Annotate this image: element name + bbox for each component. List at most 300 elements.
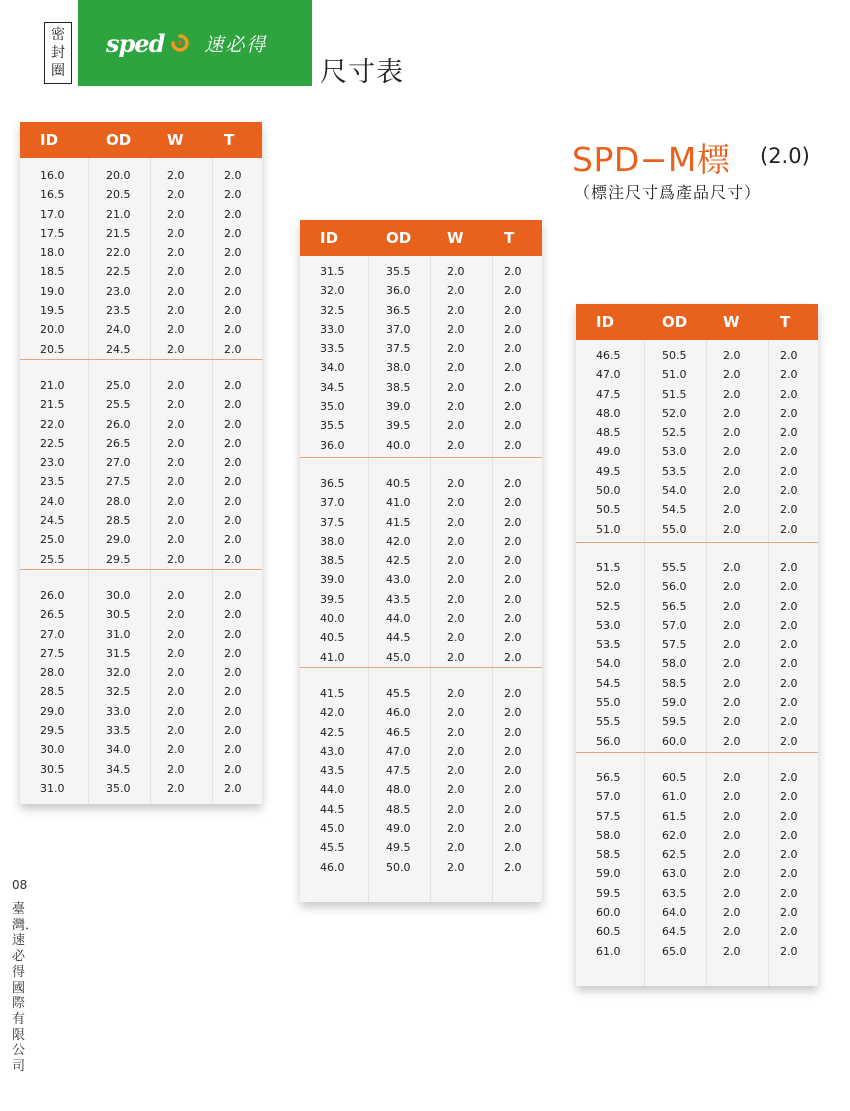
- od-cell: 47.5: [386, 764, 411, 778]
- t-cell: 2.0: [780, 886, 798, 900]
- t-cell: 2.0: [224, 436, 242, 450]
- od-cell: 35.5: [386, 265, 411, 278]
- table-row: [300, 819, 542, 838]
- size-table-1: [20, 122, 262, 804]
- t-cell: 2.0: [504, 841, 522, 855]
- w-cell: 2.0: [167, 685, 185, 699]
- t-cell: 2.0: [224, 379, 242, 392]
- t-cell: 2.0: [504, 265, 522, 278]
- t-cell: 2.0: [224, 417, 242, 431]
- table-row: [576, 462, 818, 481]
- id-cell: 59.0: [596, 867, 621, 881]
- table-row: [300, 590, 542, 609]
- table-row: [300, 339, 542, 358]
- w-cell: 2.0: [723, 886, 741, 900]
- od-cell: 30.0: [106, 589, 131, 602]
- table-row: [576, 423, 818, 442]
- brand-name: 速必得: [204, 33, 268, 56]
- id-cell: 20.0: [40, 323, 65, 337]
- w-cell: 2.0: [447, 725, 465, 739]
- od-cell: 59.5: [662, 715, 687, 729]
- od-cell: 34.5: [106, 762, 131, 776]
- t-cell: 2.0: [504, 342, 522, 356]
- id-cell: 50.5: [596, 503, 621, 517]
- table-row: [20, 320, 262, 339]
- id-cell: 17.5: [40, 226, 65, 240]
- table-row: [576, 616, 818, 635]
- row-group: [300, 262, 542, 455]
- id-cell: 27.0: [40, 627, 65, 641]
- w-cell: 2.0: [167, 436, 185, 450]
- w-cell: 2.0: [723, 696, 741, 710]
- od-cell: 62.5: [662, 848, 687, 862]
- t-cell: 2.0: [224, 323, 242, 337]
- t-cell: 2.0: [504, 284, 522, 298]
- table-row: [20, 586, 262, 605]
- od-cell: 64.5: [662, 925, 687, 939]
- id-cell: 38.0: [320, 534, 345, 548]
- od-cell: 48.5: [386, 802, 411, 816]
- w-cell: 2.0: [447, 496, 465, 510]
- id-cell: 33.0: [320, 322, 345, 336]
- id-cell: 54.5: [596, 676, 621, 690]
- w-cell: 2.0: [723, 848, 741, 862]
- od-cell: 44.0: [386, 612, 411, 626]
- od-cell: 35.0: [106, 781, 131, 795]
- table-row: [20, 395, 262, 414]
- table-row: [576, 903, 818, 922]
- w-cell: 2.0: [447, 342, 465, 356]
- t-cell: 2.0: [224, 533, 242, 547]
- w-cell: 2.0: [723, 464, 741, 478]
- od-cell: 21.5: [106, 226, 131, 240]
- category-char: 密: [51, 27, 65, 43]
- id-cell: 41.0: [320, 650, 345, 664]
- table-row: [576, 654, 818, 673]
- id-cell: 31.0: [40, 781, 65, 795]
- table-row: [300, 301, 542, 320]
- id-cell: 49.5: [596, 464, 621, 478]
- w-cell: 2.0: [447, 303, 465, 317]
- w-cell: 2.0: [447, 573, 465, 587]
- od-cell: 45.0: [386, 650, 411, 664]
- t-cell: 2.0: [780, 464, 798, 478]
- table-row: [20, 702, 262, 721]
- table-row: [300, 320, 542, 339]
- t-cell: 2.0: [224, 456, 242, 470]
- t-cell: 2.0: [224, 552, 242, 566]
- table-row: [576, 674, 818, 693]
- t-cell: 2.0: [780, 368, 798, 382]
- t-cell: 2.0: [780, 809, 798, 823]
- od-cell: 21.0: [106, 207, 131, 221]
- table-row: [300, 551, 542, 570]
- w-cell: 2.0: [723, 790, 741, 804]
- t-cell: 2.0: [780, 867, 798, 881]
- table-row: [300, 703, 542, 722]
- od-cell: 30.5: [106, 608, 131, 622]
- id-cell: 26.5: [40, 608, 65, 622]
- od-cell: 25.5: [106, 398, 131, 412]
- t-cell: 2.0: [224, 304, 242, 318]
- id-cell: 17.0: [40, 207, 65, 221]
- t-cell: 2.0: [224, 342, 242, 356]
- page-title: 尺寸表: [320, 57, 404, 88]
- table-row: [20, 434, 262, 453]
- id-cell: 23.0: [40, 456, 65, 470]
- id-cell: 18.5: [40, 265, 65, 279]
- table-row: [576, 768, 818, 787]
- w-cell: 2.0: [447, 284, 465, 298]
- id-cell: 16.5: [40, 188, 65, 202]
- od-cell: 33.0: [106, 704, 131, 718]
- w-cell: 2.0: [167, 762, 185, 776]
- od-cell: 38.0: [386, 361, 411, 375]
- od-cell: 42.5: [386, 554, 411, 568]
- w-cell: 2.0: [723, 349, 741, 362]
- id-cell: 42.0: [320, 706, 345, 720]
- column-header-od: OD: [662, 313, 688, 331]
- w-cell: 2.0: [167, 188, 185, 202]
- id-cell: 21.0: [40, 379, 65, 392]
- table-row: [300, 493, 542, 512]
- w-cell: 2.0: [723, 618, 741, 632]
- t-cell: 2.0: [780, 426, 798, 440]
- group-separator: [20, 569, 262, 570]
- id-cell: 40.5: [320, 631, 345, 645]
- swirl-icon: [170, 33, 190, 53]
- w-cell: 2.0: [447, 841, 465, 855]
- od-cell: 60.0: [662, 734, 687, 748]
- table-row: [300, 628, 542, 647]
- od-cell: 61.5: [662, 809, 687, 823]
- t-cell: 2.0: [780, 618, 798, 632]
- od-cell: 26.0: [106, 417, 131, 431]
- table-row: [300, 800, 542, 819]
- od-cell: 46.5: [386, 725, 411, 739]
- w-cell: 2.0: [723, 406, 741, 420]
- table-row: [300, 570, 542, 589]
- id-cell: 30.0: [40, 743, 65, 757]
- od-cell: 29.0: [106, 533, 131, 547]
- w-cell: 2.0: [167, 323, 185, 337]
- table-row: [576, 404, 818, 423]
- table-row: [20, 663, 262, 682]
- od-cell: 51.5: [662, 387, 687, 401]
- w-cell: 2.0: [723, 906, 741, 920]
- id-cell: 29.5: [40, 724, 65, 738]
- id-cell: 28.0: [40, 666, 65, 680]
- id-cell: 37.0: [320, 496, 345, 510]
- od-cell: 53.0: [662, 445, 687, 459]
- t-cell: 2.0: [504, 612, 522, 626]
- table-row: [300, 358, 542, 377]
- id-cell: 48.0: [596, 406, 621, 420]
- od-cell: 32.5: [106, 685, 131, 699]
- row-group: [300, 684, 542, 877]
- od-cell: 56.5: [662, 599, 687, 613]
- table-row: [20, 282, 262, 301]
- id-cell: 56.5: [596, 771, 621, 784]
- od-cell: 52.0: [662, 406, 687, 420]
- t-cell: 2.0: [224, 398, 242, 412]
- t-cell: 2.0: [224, 627, 242, 641]
- t-cell: 2.0: [780, 790, 798, 804]
- w-cell: 2.0: [723, 676, 741, 690]
- id-cell: 60.5: [596, 925, 621, 939]
- t-cell: 2.0: [504, 477, 522, 490]
- t-cell: 2.0: [780, 848, 798, 862]
- w-cell: 2.0: [167, 246, 185, 260]
- w-cell: 2.0: [723, 445, 741, 459]
- t-cell: 2.0: [504, 650, 522, 664]
- table-row: [300, 416, 542, 435]
- table-row: [20, 530, 262, 549]
- table-row: [576, 922, 818, 941]
- w-cell: 2.0: [167, 533, 185, 547]
- table-row: [576, 481, 818, 500]
- id-cell: 40.0: [320, 612, 345, 626]
- group-separator: [300, 667, 542, 668]
- id-cell: 59.5: [596, 886, 621, 900]
- w-cell: 2.0: [167, 342, 185, 356]
- id-cell: 44.5: [320, 802, 345, 816]
- id-cell: 36.5: [320, 477, 345, 490]
- column-header-w: W: [447, 229, 464, 247]
- od-cell: 28.0: [106, 494, 131, 508]
- od-cell: 52.5: [662, 426, 687, 440]
- id-cell: 43.0: [320, 744, 345, 758]
- w-cell: 2.0: [167, 494, 185, 508]
- od-cell: 54.5: [662, 503, 687, 517]
- od-cell: 49.5: [386, 841, 411, 855]
- column-header-id: ID: [596, 313, 615, 331]
- w-cell: 2.0: [167, 608, 185, 622]
- id-cell: 51.5: [596, 561, 621, 574]
- id-cell: 36.0: [320, 438, 345, 452]
- t-cell: 2.0: [780, 828, 798, 842]
- od-cell: 53.5: [662, 464, 687, 478]
- w-cell: 2.0: [723, 734, 741, 748]
- w-cell: 2.0: [723, 925, 741, 939]
- od-cell: 39.5: [386, 419, 411, 433]
- od-cell: 61.0: [662, 790, 687, 804]
- t-cell: 2.0: [224, 246, 242, 260]
- t-cell: 2.0: [780, 599, 798, 613]
- column-header-od: OD: [386, 229, 412, 247]
- id-cell: 51.0: [596, 522, 621, 536]
- t-cell: 2.0: [780, 561, 798, 574]
- table-header: [20, 122, 262, 158]
- od-cell: 31.5: [106, 646, 131, 660]
- od-cell: 58.0: [662, 657, 687, 671]
- w-cell: 2.0: [447, 592, 465, 606]
- w-cell: 2.0: [723, 715, 741, 729]
- table-row: [576, 520, 818, 539]
- w-cell: 2.0: [447, 687, 465, 700]
- t-cell: 2.0: [504, 303, 522, 317]
- od-cell: 37.0: [386, 322, 411, 336]
- id-cell: 58.5: [596, 848, 621, 862]
- w-cell: 2.0: [167, 724, 185, 738]
- table-row: [20, 511, 262, 530]
- od-cell: 57.0: [662, 618, 687, 632]
- table-row: [300, 684, 542, 703]
- od-cell: 22.0: [106, 246, 131, 260]
- table-row: [300, 858, 542, 877]
- t-cell: 2.0: [504, 515, 522, 529]
- w-cell: 2.0: [447, 822, 465, 836]
- id-cell: 49.0: [596, 445, 621, 459]
- w-cell: 2.0: [447, 860, 465, 874]
- w-cell: 2.0: [723, 484, 741, 498]
- t-cell: 2.0: [504, 419, 522, 433]
- brand-logo: sped: [106, 28, 165, 58]
- od-cell: 26.5: [106, 436, 131, 450]
- table-row: [300, 761, 542, 780]
- table-row: [576, 635, 818, 654]
- table-row: [576, 442, 818, 461]
- id-cell: 39.0: [320, 573, 345, 587]
- t-cell: 2.0: [780, 484, 798, 498]
- od-cell: 31.0: [106, 627, 131, 641]
- w-cell: 2.0: [723, 944, 741, 958]
- od-cell: 48.0: [386, 783, 411, 797]
- w-cell: 2.0: [447, 380, 465, 394]
- w-cell: 2.0: [167, 226, 185, 240]
- t-cell: 2.0: [504, 534, 522, 548]
- w-cell: 2.0: [167, 207, 185, 221]
- id-cell: 57.5: [596, 809, 621, 823]
- row-group: [576, 768, 818, 961]
- t-cell: 2.0: [780, 638, 798, 652]
- table-row: [20, 224, 262, 243]
- table-row: [20, 721, 262, 740]
- t-cell: 2.0: [780, 657, 798, 671]
- t-cell: 2.0: [504, 573, 522, 587]
- od-cell: 54.0: [662, 484, 687, 498]
- w-cell: 2.0: [167, 169, 185, 182]
- column-header-w: W: [167, 131, 184, 149]
- id-cell: 48.5: [596, 426, 621, 440]
- w-cell: 2.0: [447, 802, 465, 816]
- w-cell: 2.0: [723, 599, 741, 613]
- w-cell: 2.0: [167, 379, 185, 392]
- od-cell: 50.0: [386, 860, 411, 874]
- od-cell: 36.5: [386, 303, 411, 317]
- table-row: [576, 787, 818, 806]
- w-cell: 2.0: [167, 743, 185, 757]
- od-cell: 40.0: [386, 438, 411, 452]
- od-cell: 45.5: [386, 687, 411, 700]
- od-cell: 39.0: [386, 400, 411, 414]
- t-cell: 2.0: [224, 475, 242, 489]
- row-group: [576, 558, 818, 751]
- w-cell: 2.0: [447, 515, 465, 529]
- w-cell: 2.0: [167, 514, 185, 528]
- id-cell: 38.5: [320, 554, 345, 568]
- table-row: [576, 346, 818, 365]
- od-cell: 22.5: [106, 265, 131, 279]
- table-row: [20, 779, 262, 798]
- w-cell: 2.0: [447, 361, 465, 375]
- table-row: [576, 500, 818, 519]
- id-cell: 24.0: [40, 494, 65, 508]
- table-row: [576, 826, 818, 845]
- id-cell: 53.5: [596, 638, 621, 652]
- od-cell: 43.5: [386, 592, 411, 606]
- company-name: 臺灣．速必得國際有限公司: [12, 902, 39, 1075]
- table-row: [576, 577, 818, 596]
- category-label: [44, 22, 72, 84]
- t-cell: 2.0: [780, 906, 798, 920]
- column-header-t: T: [780, 313, 791, 331]
- model-size: (2.0): [760, 144, 810, 168]
- id-cell: 33.5: [320, 342, 345, 356]
- t-cell: 2.0: [224, 169, 242, 182]
- table-row: [300, 474, 542, 493]
- table-row: [300, 513, 542, 532]
- table-row: [20, 492, 262, 511]
- t-cell: 2.0: [780, 406, 798, 420]
- t-cell: 2.0: [780, 580, 798, 594]
- od-cell: 64.0: [662, 906, 687, 920]
- w-cell: 2.0: [447, 265, 465, 278]
- id-cell: 30.5: [40, 762, 65, 776]
- id-cell: 60.0: [596, 906, 621, 920]
- w-cell: 2.0: [723, 522, 741, 536]
- t-cell: 2.0: [224, 188, 242, 202]
- w-cell: 2.0: [167, 589, 185, 602]
- table-row: [576, 385, 818, 404]
- table-row: [300, 838, 542, 857]
- w-cell: 2.0: [167, 284, 185, 298]
- row-group: [20, 586, 262, 798]
- od-cell: 27.5: [106, 475, 131, 489]
- w-cell: 2.0: [167, 475, 185, 489]
- id-cell: 47.0: [596, 368, 621, 382]
- id-cell: 20.5: [40, 342, 65, 356]
- id-cell: 61.0: [596, 944, 621, 958]
- od-cell: 42.0: [386, 534, 411, 548]
- od-cell: 23.5: [106, 304, 131, 318]
- id-cell: 22.0: [40, 417, 65, 431]
- id-cell: 45.0: [320, 822, 345, 836]
- table-row: [576, 807, 818, 826]
- id-cell: 29.0: [40, 704, 65, 718]
- t-cell: 2.0: [504, 554, 522, 568]
- w-cell: 2.0: [167, 265, 185, 279]
- t-cell: 2.0: [504, 860, 522, 874]
- w-cell: 2.0: [447, 764, 465, 778]
- id-cell: 18.0: [40, 246, 65, 260]
- id-cell: 53.0: [596, 618, 621, 632]
- t-cell: 2.0: [224, 704, 242, 718]
- w-cell: 2.0: [723, 867, 741, 881]
- t-cell: 2.0: [224, 265, 242, 279]
- t-cell: 2.0: [780, 715, 798, 729]
- od-cell: 36.0: [386, 284, 411, 298]
- w-cell: 2.0: [167, 627, 185, 641]
- id-cell: 32.0: [320, 284, 345, 298]
- od-cell: 32.0: [106, 666, 131, 680]
- id-cell: 54.0: [596, 657, 621, 671]
- w-cell: 2.0: [723, 809, 741, 823]
- od-cell: 43.0: [386, 573, 411, 587]
- od-cell: 47.0: [386, 744, 411, 758]
- w-cell: 2.0: [167, 456, 185, 470]
- table-row: [300, 378, 542, 397]
